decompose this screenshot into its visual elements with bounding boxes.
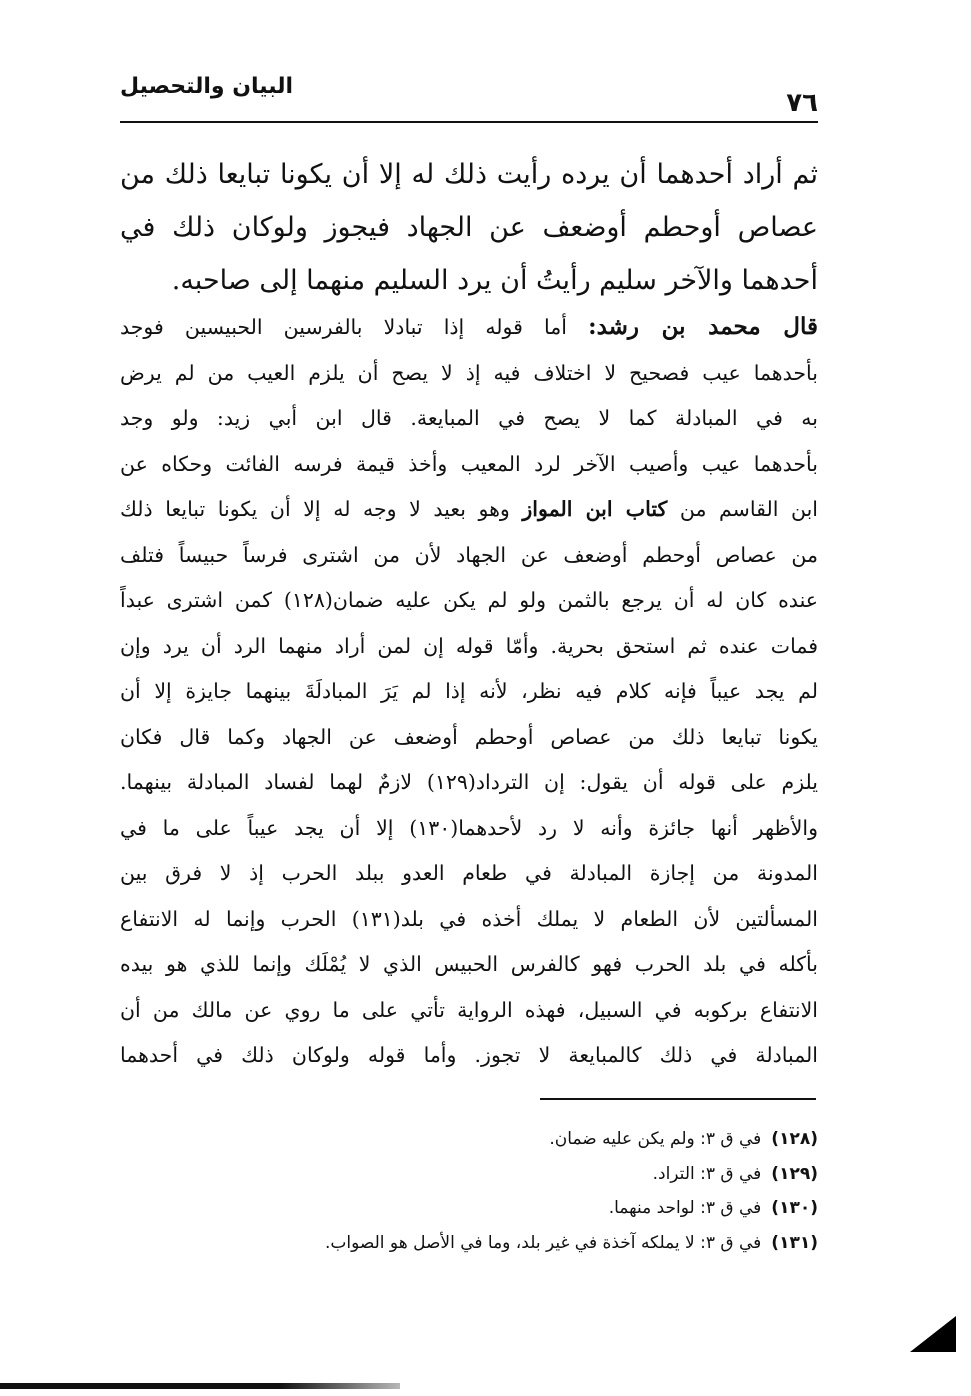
- page-number: ٧٦: [786, 88, 818, 118]
- quote-line: ثم أراد أحدهما أن يرده رأيت ذلك له إلا أن يكونا تبايعا ذلك من: [120, 159, 818, 190]
- commentary-line: عنده كان له أن يرجع بالثمن ولو لم يكن عليه ضمان(١٢٨) كمن اشترى عبداً: [120, 588, 818, 612]
- commentary-line: المدونة من إجازة المبادلة في طعام العدو ببلد الحرب إذ لا فرق بين: [120, 861, 818, 885]
- footnote-separator: [540, 1098, 816, 1100]
- commentary-text: وهو بعيد لا وجه له إلا أن يكونا تبايعا ذلك: [120, 497, 510, 521]
- commentary-line: به في المبادلة كما لا يصح في المبايعة. قال ابن أبي زيد: ولو وجد: [120, 406, 818, 430]
- quote-line: أحدهما والآخر سليم رأيتُ أن يرد السليم منهما إلى صاحبه.: [171, 265, 818, 296]
- page-header: [120, 70, 818, 122]
- footnote-number: (١٣٠): [771, 1198, 818, 1218]
- commentary-line: فمات عنده ثم استحق بحرية. وأمّا قوله إن لمن أراد منهما الرد أن يرد وإن: [120, 633, 818, 658]
- source-reference: كتاب ابن المواز: [522, 497, 668, 521]
- footnote: [120, 1122, 818, 1157]
- footnote: [120, 1191, 818, 1226]
- footnotes: [120, 1122, 818, 1260]
- commentary-line: يكونا تبايعا ذلك من عصاص أوحطم أوضعف عن الجهاد وكما قال فكان: [120, 724, 818, 749]
- commentary-line: والأظهر أنها جائزة وأنه لا رد لأحدهما(١٣٠) إلا أن يجد عيباً على ما في: [120, 815, 818, 840]
- commentary-line: بأكله في بلد الحرب فهو كالفرس الحبيس الذي لا يُمْلَك وإنما للذي هو بيده: [120, 952, 818, 976]
- quote-line: عصاص أوحطم أوضعف عن الجهاد فيجوز ولوكان ذلك في: [120, 212, 818, 243]
- commentary-line: بأحدهما عيب وأصيب الآخر لرد المعيب وأخذ قيمة فرسه الفائت وحكاه عن: [120, 451, 818, 476]
- commentary-text: ابن القاسم من: [679, 497, 818, 521]
- commentary-line: المبادلة في ذلك كالمبايعة لا تجوز. وأما قوله ولوكان ذلك في أحدهما: [120, 1043, 818, 1067]
- footnote-number: (١٢٩): [771, 1163, 818, 1184]
- scan-corner-mark: [910, 1316, 956, 1352]
- header-rule: [120, 121, 818, 123]
- footnote-text: في ق ٣: لا يملكه آخذة في غير بلد، وما في الأصل هو الصواب.: [324, 1232, 762, 1253]
- speaker-label: قال محمد بن رشد:: [588, 313, 818, 340]
- commentary: [120, 304, 818, 1079]
- running-title: البيان والتحصيل: [120, 74, 294, 99]
- commentary-line: [120, 487, 818, 533]
- footnote-number: (١٢٨): [771, 1129, 818, 1149]
- footnote-text: في ق ٣: لواحد منهما.: [608, 1198, 762, 1218]
- footnote: [120, 1226, 818, 1261]
- footnote: [120, 1157, 818, 1192]
- quoted-text: [120, 148, 818, 307]
- footnote-number: (١٣١): [771, 1232, 818, 1253]
- commentary-line: من عصاص أوحطم أوضعف عن الجهاد لأن من اشترى فرساً حبيساً فتلف: [120, 542, 818, 567]
- commentary-text: أما قوله إذا تبادلا بالفرسين الحبيسين فوجد: [120, 315, 567, 339]
- commentary-line: المسألتين لأن الطعام لا يملك أخذه في بلد(١٣١) الحرب وإنما له الانتفاع: [120, 906, 818, 931]
- commentary-line: لم يجد عيباً فإنه كلام فيه نظر، لأنه إذا لم يَرَ المبادلَةَ بينهما جايزة إلا أن: [120, 679, 818, 703]
- footnote-text: في ق ٣: التراد.: [652, 1163, 762, 1184]
- commentary-line: بأحدهما عيب فصحيح لا اختلاف فيه إذ لا يصح أن يلزم العيب من لم يرض: [120, 360, 818, 385]
- scan-edge-bar: [0, 1383, 400, 1389]
- commentary-line: الانتفاع بركوبه في السبيل، فهذه الرواية تأتي على ما روي عن مالك من أن: [120, 997, 818, 1022]
- commentary-line: يلزم على قوله أن يقول: إن الترداد(١٢٩) لازمٌ لهما لفساد المبادلة بينهما.: [120, 770, 818, 794]
- commentary-line: [120, 304, 818, 351]
- footnote-text: في ق ٣: ولم يكن عليه ضمان.: [549, 1129, 762, 1149]
